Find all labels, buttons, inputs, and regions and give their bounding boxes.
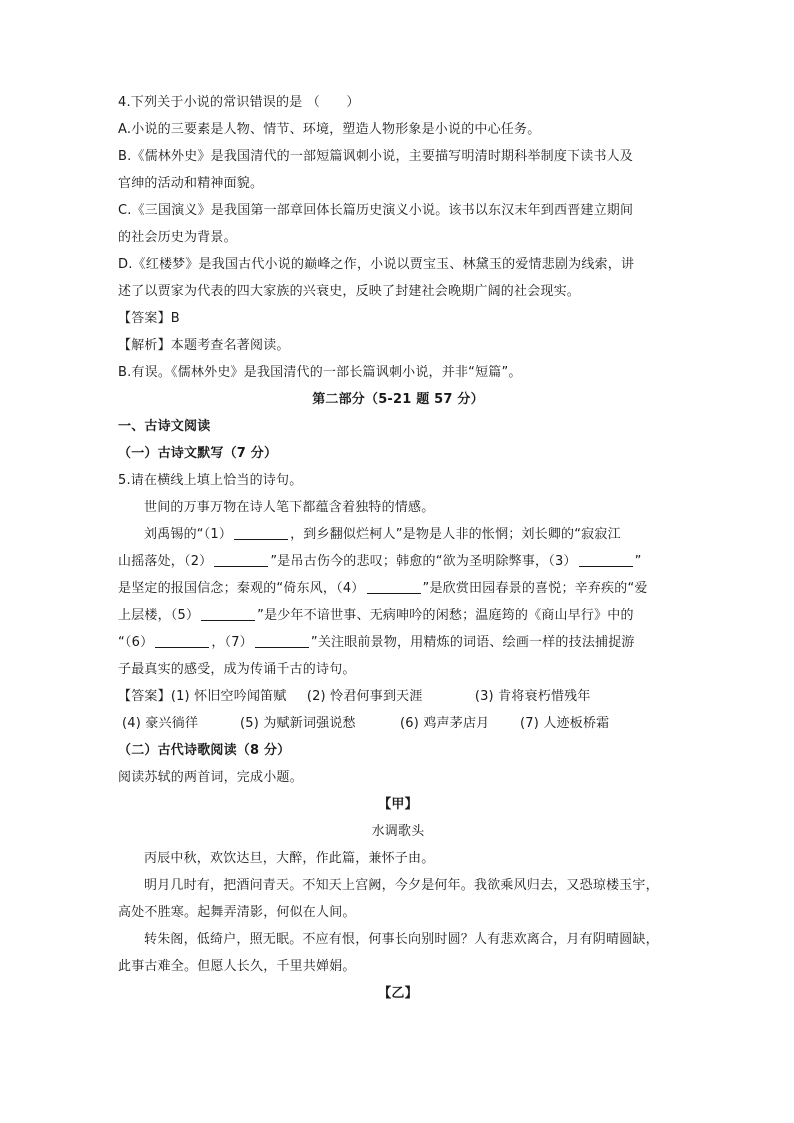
q4-analysis: 【解析】本题考查名著阅读。: [118, 338, 290, 353]
answer-blank-1: [234, 525, 288, 540]
answer-blank-2: [214, 552, 268, 567]
q5-text: “（6）: [118, 635, 154, 650]
q5-text: ”: [634, 554, 642, 569]
q5-text: ，到乡翻似烂柯人”是物是人非的怅惘；刘长卿的“寂寂江: [290, 527, 621, 542]
q4-option-a: A.小说的三要素是人物、情节、环境，塑造人物形象是小说的中心任务。: [118, 122, 541, 137]
q5-line3: [118, 575, 678, 602]
q5-answer-row1: [118, 683, 678, 710]
q5-line6: 子最真实的感受，成为传诵千古的诗句。: [118, 662, 356, 677]
q4-answer: 【答案】B: [118, 311, 180, 326]
q5-text: 刘禹锡的“（1）: [144, 527, 233, 542]
q5-text: ，（7）: [211, 635, 253, 650]
poem-stanza1-line1: 明月几时有，把酒问青天。不知天上宫阙，今夕是何年。我欲乘风归去，又恐琼楼玉宇，: [144, 878, 659, 893]
q5-text: 是坚定的报国信念；秦观的“倚东风，（4）: [118, 581, 365, 596]
poem-label-yi: 【乙】: [378, 986, 418, 1001]
answer-blank-6: [155, 633, 209, 648]
q5-text: ”关注眼前景物，用精炼的词语、绘画一样的技法捕捉游: [310, 635, 635, 650]
q5-intro: 世间的万事万物在诗人笔下都蕴含着独特的情感。: [144, 500, 435, 515]
q5-text: 山摇落处，（2）: [118, 554, 213, 569]
answer-item: (1) 怀旧空吟闻笛赋: [170, 689, 287, 704]
q4-option-d-line1: D.《红楼梦》是我国古代小说的巅峰之作，小说以贾宝玉、林黛玉的爱情悲剧为线索，讲: [118, 257, 635, 272]
q4-stem: 4.下列关于小说的常识错误的是 （ ）: [118, 95, 360, 110]
q4-option-c-line2: 的社会历史为背景。: [118, 230, 237, 245]
q5-answer-row2: [118, 710, 678, 737]
answer-label: 【答案】: [118, 689, 171, 704]
q5-text: ”是吊古伤今的悲叹；韩愈的“欲为圣明除弊事，（3）: [270, 554, 577, 569]
poem-label-jia: 【甲】: [378, 797, 418, 812]
answer-item: (7) 人迹板桥霜: [520, 716, 610, 731]
q5-line2: [118, 548, 678, 575]
answer-item: (6) 鸡声茅店月: [400, 716, 490, 731]
sub2-title: （二）古代诗歌阅读（8 分）: [118, 743, 291, 758]
section1-title: 一、古诗文阅读: [118, 419, 211, 434]
q5-line4: [118, 602, 678, 629]
answer-blank-3: [579, 552, 633, 567]
q5-line5: [118, 629, 678, 656]
sub1-title: （一）古诗文默写（7 分）: [118, 446, 278, 461]
answer-item: (2) 怜君何事到天涯: [306, 689, 423, 704]
answer-item: (4) 豪兴徜徉: [122, 716, 199, 731]
q4-option-b-line1: B.《儒林外史》是我国清代的一部短篇讽刺小说，主要描写明清时期科举制度下读书人及: [118, 149, 634, 164]
part2-title: 第二部分（5-21 题 57 分）: [312, 392, 484, 407]
q5-stem: 5.请在横线上填上恰当的诗句。: [118, 473, 303, 488]
poem-preface: 丙辰中秋，欢饮达旦，大醉，作此篇，兼怀子由。: [144, 851, 435, 866]
q4-option-d-line2: 述了以贾家为代表的四大家族的兴衰史，反映了封建社会晚期广阔的社会现实。: [118, 284, 581, 299]
answer-item: (3) 肯将衰朽惜残年: [474, 689, 591, 704]
poem-stanza1-line2: 高处不胜寒。起舞弄清影，何似在人间。: [118, 905, 356, 920]
answer-blank-4: [367, 579, 421, 594]
reading-intro: 阅读苏轼的两首词，完成小题。: [118, 770, 303, 785]
answer-blank-5: [201, 606, 255, 621]
q4-option-c-line1: C.《三国演义》是我国第一部章回体长篇历史演义小说。该书以东汉末年到西晋建立期间: [118, 203, 634, 218]
q5-text: ”是少年不谙世事、无病呻吟的闲愁；温庭筠的《商山早行》中的: [257, 608, 634, 623]
q4-analysis-b: B.有误。《儒林外史》是我国清代的一部长篇讽刺小说，并非“短篇”。: [118, 365, 522, 380]
poem-title: 水调歌头: [371, 824, 425, 839]
document-page: [118, 89, 678, 1007]
q5-line1: [118, 521, 678, 548]
answer-item: (5) 为赋新词强说愁: [240, 716, 356, 731]
q5-text: 上层楼，（5）: [118, 608, 200, 623]
poem-stanza2-line1: 转朱阁，低绮户，照无眠。不应有恨，何事长向别时圆？人有悲欢离合，月有阴晴圆缺，: [144, 932, 659, 947]
q4-option-b-line2: 官绅的活动和精神面貌。: [118, 176, 264, 191]
answer-blank-7: [255, 633, 309, 648]
poem-stanza2-line2: 此事古难全。但愿人长久，千里共婵娟。: [118, 959, 356, 974]
q5-text: ”是欣赏田园春景的喜悦；辛弃疾的“爱: [422, 581, 648, 596]
